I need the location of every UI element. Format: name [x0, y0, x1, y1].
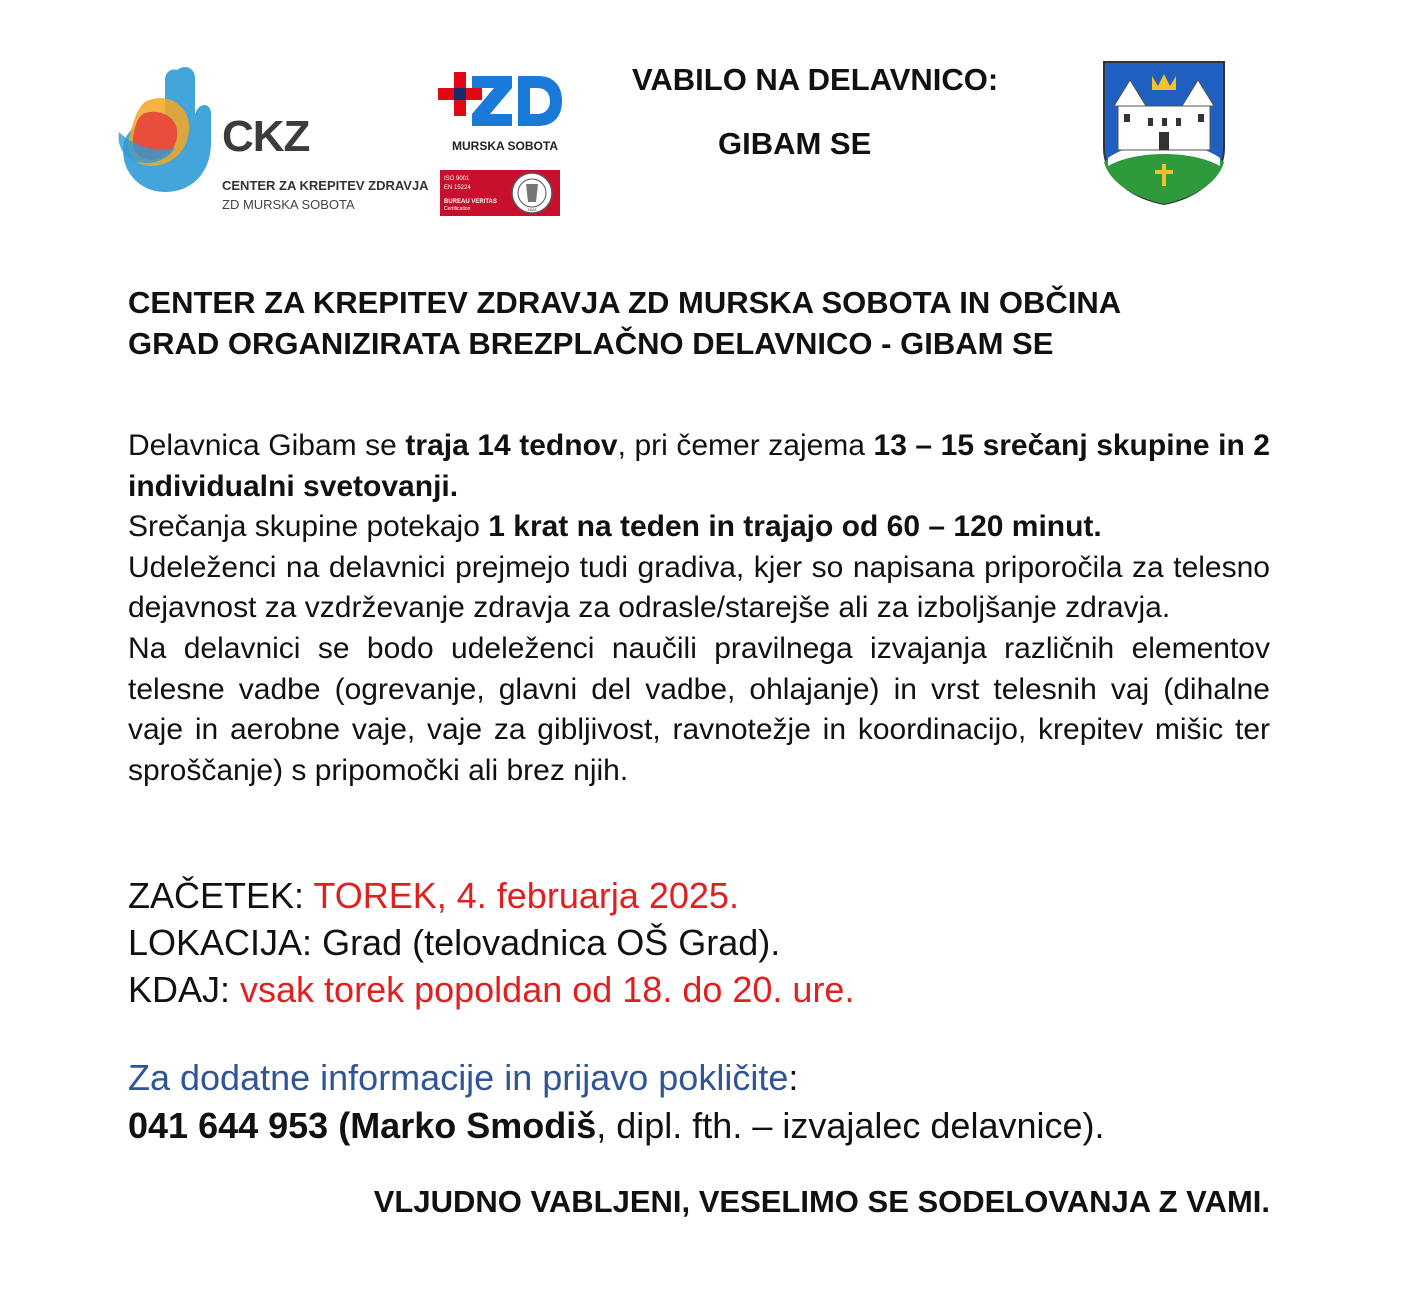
time-value: vsak torek popoldan od 18. do 20. ure.	[240, 969, 855, 1010]
ckz-logo-line1: CENTER ZA KREPITEV ZDRAVJA	[222, 178, 429, 193]
workshop-name: GIBAM SE	[718, 126, 872, 161]
start-date: TOREK, 4. februarja 2025.	[313, 875, 739, 916]
contact-phone: 041 644 953 (Marko Smodiš	[128, 1105, 597, 1146]
invitation-title: VABILO NA DELAVNICO:	[632, 62, 999, 97]
main-heading-line2: GRAD ORGANIZIRATA BREZPLAČNO DELAVNICO - GIBAM SE	[128, 326, 1054, 361]
main-heading-line1: CENTER ZA KREPITEV ZDRAVJA ZD MURSKA SOBOTA IN OBČINA	[128, 285, 1122, 320]
contact-prompt: Za dodatne informacije in prijavo pokličite	[128, 1057, 789, 1098]
contact-phone-row	[128, 1102, 1278, 1150]
description-paragraph-2	[128, 507, 1270, 548]
bureau-veritas-certification-icon	[440, 170, 560, 216]
cert-line2: EN 15224	[444, 185, 471, 191]
contact-role: , dipl. fth. – izvajalec delavnice).	[596, 1105, 1105, 1146]
p1-duration: traja 14 tednov	[405, 429, 618, 462]
municipality-crest-icon	[1100, 58, 1228, 206]
cert-line4: Certification	[444, 206, 471, 212]
p2-text-a: Srečanja skupine potekajo	[128, 510, 489, 544]
p1-text-a: Delavnica Gibam se	[128, 429, 406, 462]
p2-frequency: 1 krat na teden in trajajo od 60 – 120 minut.	[488, 510, 1102, 544]
description-paragraph-1	[128, 426, 1270, 507]
closing-line: VLJUDNO VABLJENI, VESELIMO SE SODELOVANJA Z VAMI.	[373, 1184, 1270, 1219]
cert-line3: BUREAU VERITAS	[444, 199, 497, 205]
p1-sessions: 13 – 15 srečanj skupine in 2 individualni svetovanji.	[128, 429, 1270, 503]
workshop-description	[128, 426, 1270, 791]
description-paragraph-4: Na delavnici se bodo udeleženci naučili pravilnega izvajanja različnih elementov telesne vadbe (ogrevanje, glavni del vadbe, ohlajanje) in vrst telesnih vaj (dihalne vaje in aerobne vaje, vaje za gibljivost, ravnotežje in koordinacijo, krepitev mišic ter sproščanje) s pripomočki ali brez njih.	[128, 631, 1270, 787]
zd-logo-subtitle: MURSKA SOBOTA	[452, 139, 558, 153]
time-label: KDAJ:	[128, 969, 241, 1010]
description-paragraph-3: Udeleženci na delavnici prejmejo tudi gradiva, kjer so napisana priporočila za telesno dejavnost za vzdrževanje zdravja za odrasle/starejše ali za izboljšanje zdravja.	[128, 550, 1270, 625]
ckz-logo-line2: ZD MURSKA SOBOTA	[222, 197, 355, 212]
contact-info	[128, 1054, 1278, 1150]
ckz-logo-text: CKZ	[222, 112, 310, 161]
workshop-details	[128, 872, 1278, 1013]
zd-logo-icon	[438, 70, 564, 134]
start-label: ZAČETEK:	[128, 875, 314, 916]
time-row	[128, 966, 1278, 1013]
contact-colon: :	[788, 1057, 799, 1098]
location-row: LOKACIJA: Grad (telovadnica OŠ Grad).	[128, 922, 781, 963]
start-date-row	[128, 872, 1278, 919]
contact-prompt-row	[128, 1054, 1278, 1102]
cert-seal-year: 1828	[527, 207, 537, 212]
main-heading	[128, 282, 1278, 364]
cert-line1: ISO 9001	[444, 176, 470, 182]
p1-text-c: , pri čemer zajema	[617, 429, 874, 462]
